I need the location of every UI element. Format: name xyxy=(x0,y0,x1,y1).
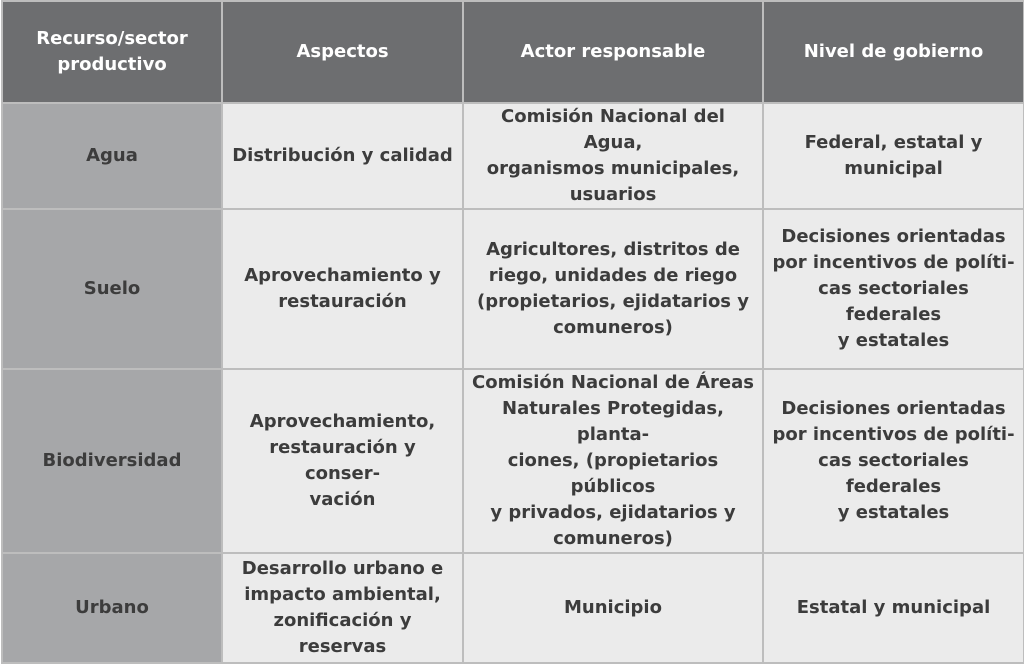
aspectos-cell: Aprovechamiento, restauración y conser- vación xyxy=(222,369,463,553)
actor-cell: Municipio xyxy=(463,553,763,663)
aspectos-cell: Desarrollo urbano e impacto ambiental, zonificación y reservas xyxy=(222,553,463,663)
table-row xyxy=(2,103,1024,209)
aspectos-cell: Distribución y calidad xyxy=(222,103,463,209)
actor-cell: Comisión Nacional de Áreas Naturales Protegidas, planta- ciones, (propietarios públicos y privados, ejidatarios y comuneros) xyxy=(463,369,763,553)
sector-cell: Agua xyxy=(2,103,222,209)
table-header-row xyxy=(2,1,1024,103)
table-row xyxy=(2,369,1024,553)
header-nivel-gobierno: Nivel de gobierno xyxy=(763,1,1024,103)
sector-cell: Biodiversidad xyxy=(2,369,222,553)
actor-cell: Agricultores, distritos de riego, unidades de riego (propietarios, ejidatarios y comuneros) xyxy=(463,209,763,369)
nivel-cell: Decisiones orientadas por incentivos de políti- cas sectoriales federales y estatales xyxy=(763,369,1024,553)
header-recurso-sector: Recurso/sector productivo xyxy=(2,1,222,103)
nivel-cell: Estatal y municipal xyxy=(763,553,1024,663)
header-actor-responsable: Actor responsable xyxy=(463,1,763,103)
nivel-cell: Federal, estatal y municipal xyxy=(763,103,1024,209)
table-row xyxy=(2,553,1024,663)
sector-cell: Suelo xyxy=(2,209,222,369)
nivel-cell: Decisiones orientadas por incentivos de políti- cas sectoriales federales y estatales xyxy=(763,209,1024,369)
sector-cell: Urbano xyxy=(2,553,222,663)
table-row xyxy=(2,209,1024,369)
actor-cell: Comisión Nacional del Agua, organismos municipales, usuarios xyxy=(463,103,763,209)
resource-governance-table xyxy=(1,0,1024,664)
header-aspectos: Aspectos xyxy=(222,1,463,103)
aspectos-cell: Aprovechamiento y restauración xyxy=(222,209,463,369)
